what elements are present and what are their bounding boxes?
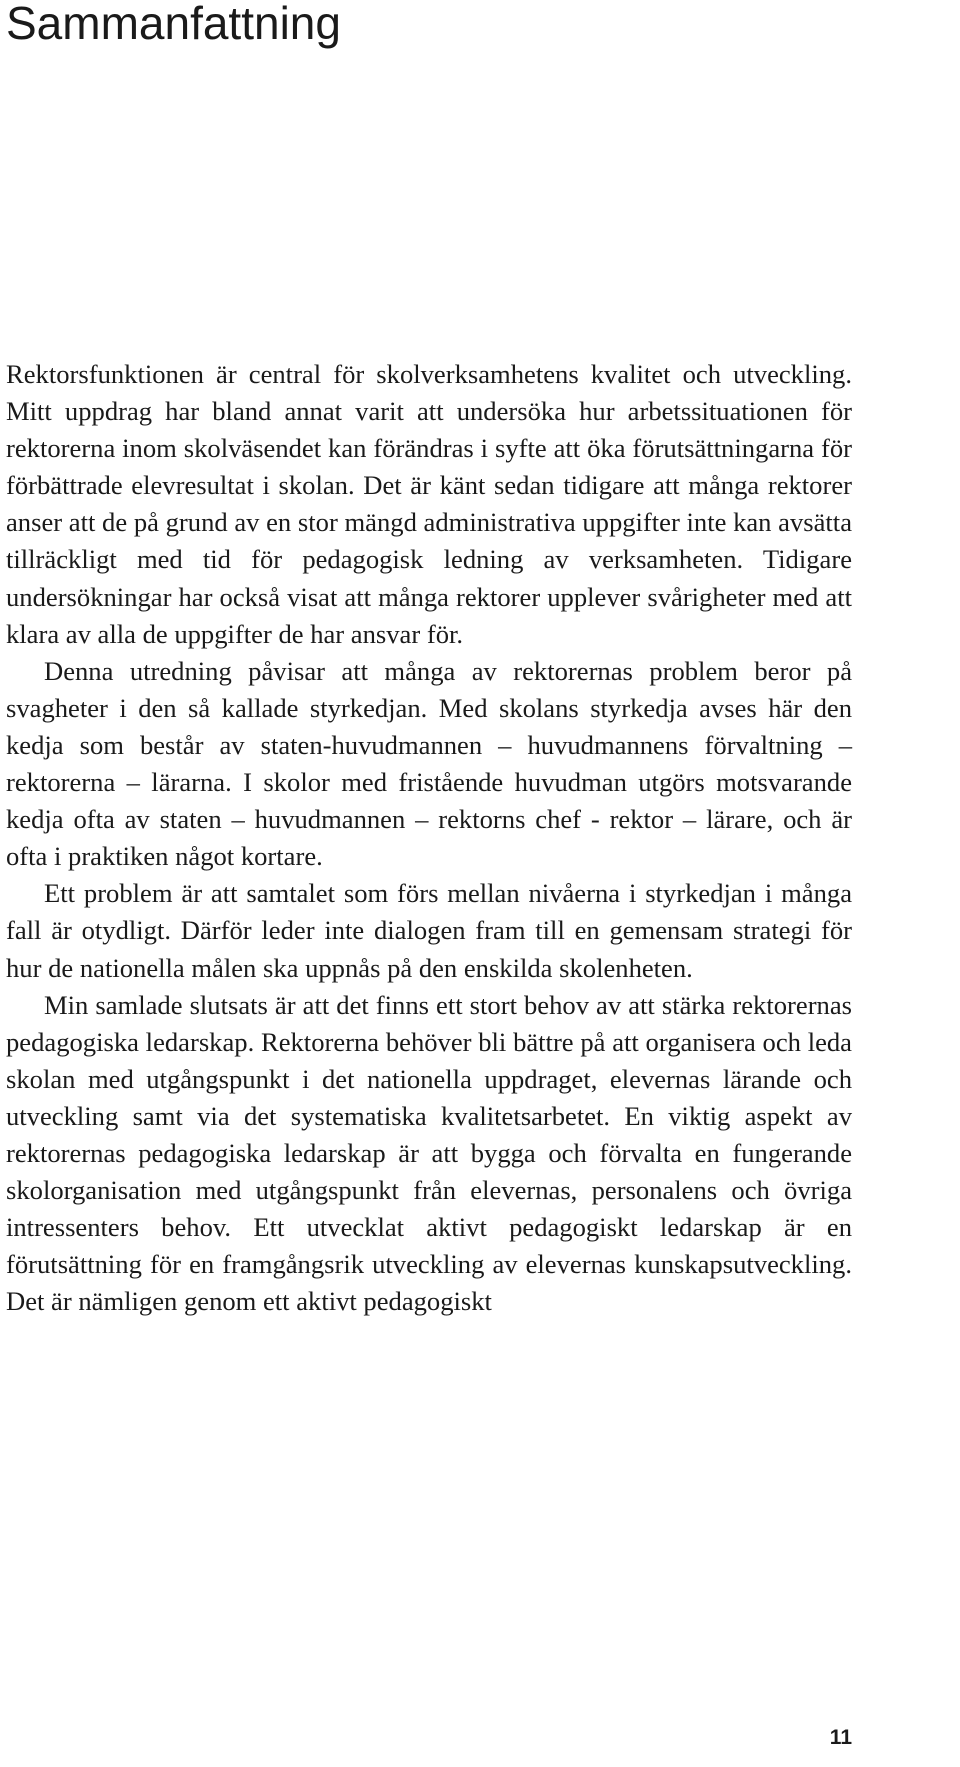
summary-body — [6, 356, 852, 1320]
paragraph-styrkedja: Denna utredning påvisar att många av rektorernas problem beror på svagheter i den så kallade styrkedjan. Med skolans styrkedja avses här den kedja som består av staten-huvudmannen – huvudmannens förvaltning – rektorerna – lärarna. I skolor med fristående huvudman utgörs motsvarande kedja ofta av staten – huvudmannen – rektorns chef - rektor – lärare, och är ofta i praktiken något kortare. — [6, 655, 852, 872]
page-number: 11 — [829, 1726, 852, 1749]
paragraph-dialog: Ett problem är att samtalet som förs mellan nivåerna i styrkedjan i många fall är otydligt. Därför leder inte dialogen fram till en gemensam strategi för hur de nationella målen ska uppnås på den enskilda skolenheten. — [6, 878, 852, 983]
paragraph-intro: Rektorsfunktionen är central för skolverksamhetens kvalitet och utveckling. Mitt uppdrag har bland annat varit att undersöka hur arbetssituationen för rektorerna inom skolväsendet kan förändras i syfte att öka förutsättningarna för förbättrade elevresultat i skolan. Det är känt sedan tidigare att många rektorer anser att de på grund av en stor mängd administrativa uppgifter inte kan avsätta tillräckligt med tid för pedagogisk ledning av verksamheten. Tidigare undersökningar har också visat att många rektorer upplever svårigheter med att klara av alla de uppgifter de har ansvar för. — [6, 359, 852, 649]
page-title: Sammanfattning — [6, 0, 341, 49]
paragraph-conclusion: Min samlade slutsats är att det finns ett stort behov av att stärka rektorernas pedagogiska ledarskap. Rektorerna behöver bli bättre på att organisera och leda skolan med utgångspunkt i det nationella uppdraget, elevernas lärande och utveckling samt via det systematiska kvalitetsarbetet. En viktig aspekt av rektorernas pedagogiska ledarskap är att bygga och förvalta en fungerande skolorganisation med utgångspunkt från elevernas, personalens och övriga intressenters behov. Ett utvecklat aktivt pedagogiskt ledarskap är en förutsättning för en framgångsrik utveckling av elevernas kunskapsutveckling. Det är nämligen genom ett aktivt pedagogiskt — [6, 989, 852, 1317]
